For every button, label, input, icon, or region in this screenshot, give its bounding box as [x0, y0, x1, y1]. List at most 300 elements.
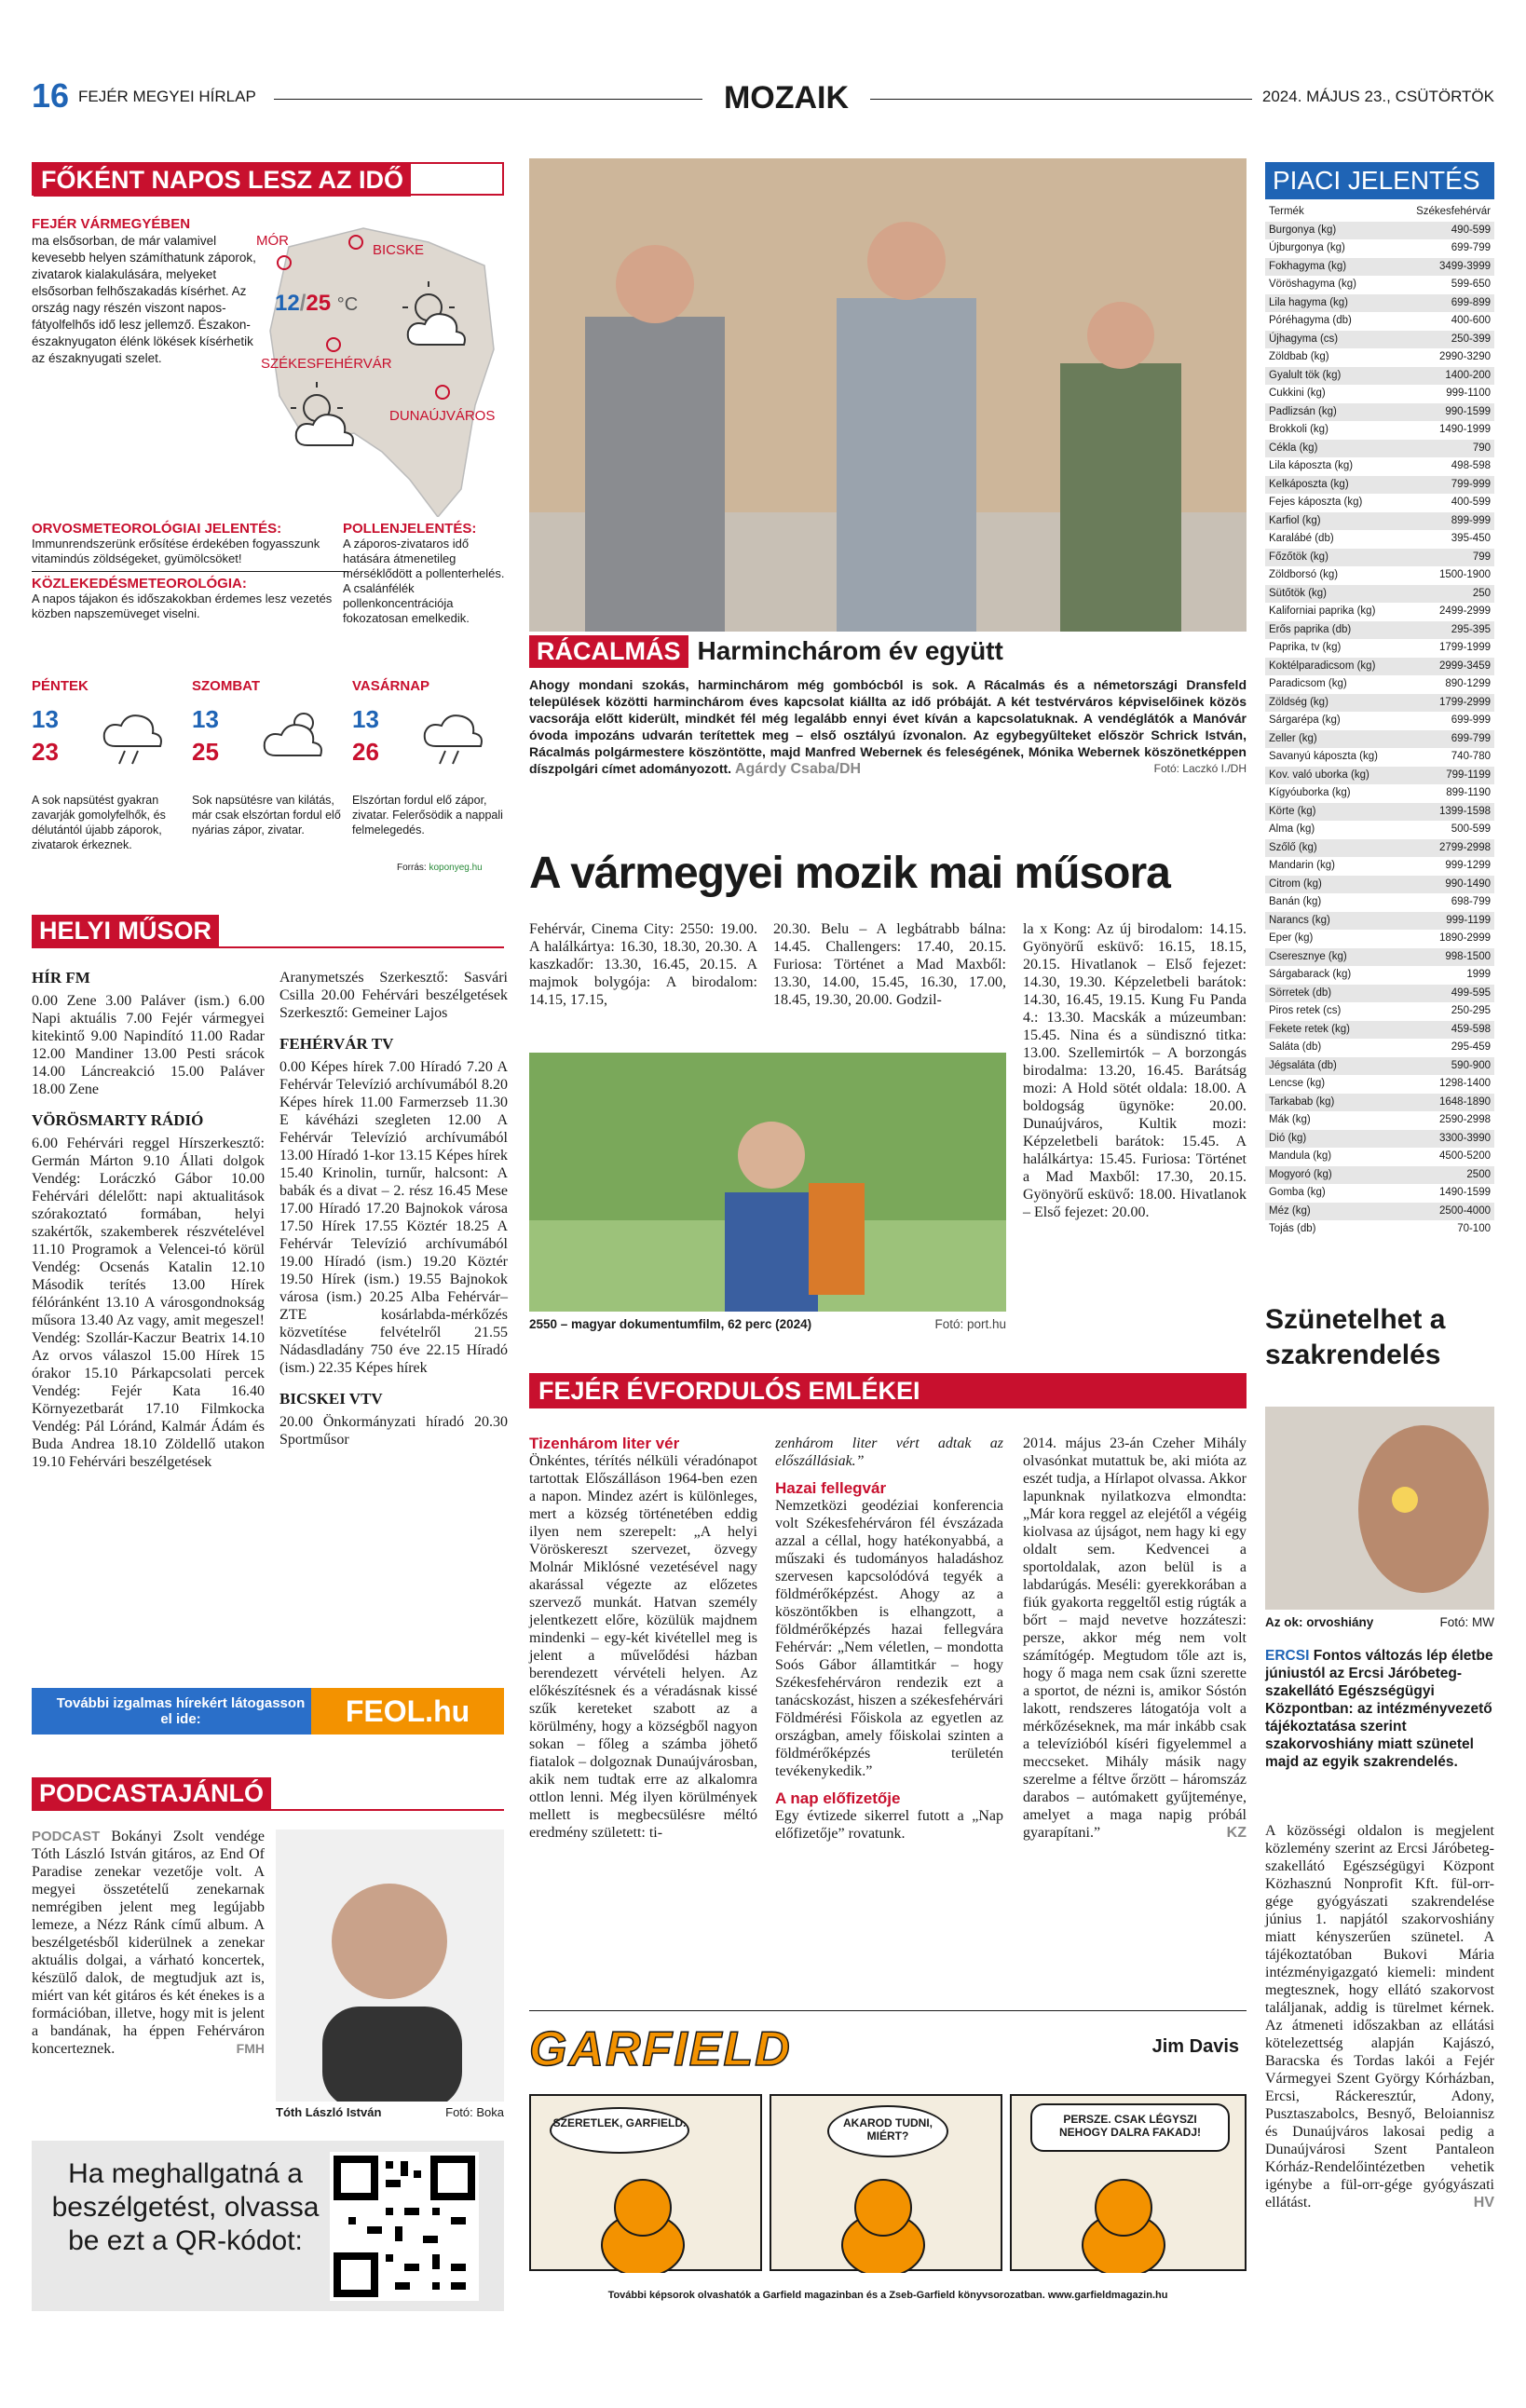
evfordulo-col2-text: Nemzetközi geodéziai konferencia volt Székesfehérváron fél évszázada azzal a céllal, hogy hatékonyabbá, a műszaki és tudományos haladáshoz szervesen kapcsolódóvá tegyék a földmérőképzést. Ahogy az a köszöntőkben is elhangzott, a földmérőképzés hazai fellegvára Fehérvár: „Nem véletlen, – mondotta Soós Gábor államtitkár – hogy Székesfehérváron rendezik ezt a tanácskozást, hiszen a székesfehérvári Földmérési Főiskola az egyetlen az országban, amely főiskolai szinten a földmérőképzés területén tevékenykedik.” [775, 1498, 1003, 1779]
piaci-product: Tarkabab (kg) [1269, 1095, 1335, 1108]
piaci-row [1265, 367, 1494, 386]
map-city-dunaujvaros: DUNAÚJVÁROS [389, 408, 496, 424]
mozi-caption-text: 2550 – magyar dokumentumfilm, 62 perc (2024) [529, 1317, 812, 1331]
helyi-col2-top: Aranymetszés Szerkesztő: Sasvári Csilla 20.00 Fehérvári beszélgetések Szerkesztő: Gemeiner Lajos [279, 970, 508, 1021]
piaci-product: Karalábé (db) [1269, 533, 1334, 544]
piaci-product: Cékla (kg) [1269, 442, 1318, 454]
piaci-price: 2799-2998 [1439, 841, 1491, 853]
piaci-row [1265, 1148, 1494, 1166]
piaci-row [1265, 784, 1494, 803]
piaci-product: Mandula (kg) [1269, 1150, 1332, 1162]
piaci-price: 3300-3990 [1439, 1132, 1491, 1144]
orvosmet [32, 522, 348, 621]
piaci-price: 599-650 [1451, 279, 1491, 290]
piaci-row [1265, 1021, 1494, 1040]
piaci-product: Körte (kg) [1269, 805, 1316, 817]
mozi-col2: 20.30. Belu – A legbátrabb bálna: 14.45. Challengers: 17.40, 20.15. Furiosa: Történet a Mad Maxből: 13.30, 14.00, 15.45, 16.30, 17.00, 18.45, 19.30, 20.00. Godzil- [773, 921, 1006, 1008]
szunetel-caption-text: Az ok: orvoshiány [1265, 1615, 1374, 1629]
mozi-col1: Fehérvár, Cinema City: 2550: 19.00. A halálkártya: 16.30, 18.30, 20.30. A kaszkadőr: 13.30, 16.45, 20.15. A majmok bolygója: A birodalom: 14.15, 17.15, [529, 921, 757, 1008]
evfordulo-col2-top: zenhárom liter vért adtak az előszállásiak.” [775, 1435, 1003, 1469]
evfordulo-col2 [775, 1435, 1003, 1843]
piaci-product: Gyalult tök (kg) [1269, 369, 1342, 381]
map-temps: 12/25 °C [275, 291, 359, 316]
forecast-max: 26 [352, 738, 379, 766]
piaci-price: 498-598 [1451, 460, 1491, 471]
piaci-price: 699-899 [1451, 296, 1491, 308]
piaci-title: PIACI JELENTÉS [1273, 166, 1480, 195]
piaci-row [1265, 893, 1494, 912]
szunetel-photo [1265, 1407, 1494, 1610]
feol-banner[interactable] [32, 1688, 504, 1735]
piaci-product: Sárgarépa (kg) [1269, 714, 1341, 726]
storm-cloud-icon [417, 704, 501, 769]
forecast-day-name: SZOMBAT [192, 678, 261, 694]
piaci-row [1265, 222, 1494, 240]
piaci-row [1265, 1111, 1494, 1130]
racalmas-body: Ahogy mondani szokás, harminchárom még gombócból is sok. A Rácalmás és a németországi Dransfeld települések közötti harminchárom éves kapcsolat kiállta az idő próbáját. A két testvérváros képviselőinek közös vacsorája előtt kiderült, mindkét fél még legalább ennyi évet kíván a kapcsolatuknak. A vendéglátók a Manóvár óvoda impozáns udvarán terítettek meg – első osztályú ízvonalon. Az egybegyűlteket először Schrick István, Rácalmás polgármestere köszöntötte, majd Manfred Webernek és feleségének, Mónika Webernek köszönetképpen díszpolgári címet adományozott. [529, 677, 1247, 776]
piaci-product: Mandarin (kg) [1269, 860, 1335, 871]
evfordulo-sub3: A nap előfizetője [775, 1789, 901, 1807]
forecast-min: 13 [32, 705, 59, 733]
piaci-price: 295-459 [1451, 1041, 1491, 1053]
weather-title: FŐKÉNT NAPOS LESZ AZ IDŐ [34, 164, 411, 197]
piaci-row [1265, 403, 1494, 422]
piaci-price: 999-1299 [1445, 860, 1491, 871]
piaci-price: 1298-1400 [1439, 1078, 1491, 1089]
szunetel-lead [1265, 1647, 1494, 1771]
podcast-sign: FMH [236, 2041, 265, 2056]
piaci-product: Padlizsán (kg) [1269, 405, 1337, 417]
podcast-text [32, 1828, 265, 2058]
piaci-row [1265, 821, 1494, 839]
piaci-row [1265, 1220, 1494, 1239]
piaci-row [1265, 1203, 1494, 1221]
piaci-row [1265, 530, 1494, 549]
piaci-price: 990-1490 [1445, 877, 1491, 890]
bicskei-title: BICSKEI VTV [279, 1390, 383, 1408]
forecast-max: 25 [192, 738, 219, 766]
piaci-product: Zöldborsó (kg) [1269, 569, 1339, 580]
piaci-product: Lencse (kg) [1269, 1078, 1326, 1089]
piaci-product: Koktélparadicsom (kg) [1269, 660, 1376, 672]
piaci-product: Saláta (db) [1269, 1041, 1322, 1053]
piaci-price: 2999-3459 [1439, 660, 1491, 672]
forecast-text: Elszórtan fordul elő zápor, zivatar. Felerősödik a nappali felmelegedés. [352, 794, 503, 837]
piaci-row [1265, 1039, 1494, 1057]
evfordulo-title: FEJÉR ÉVFORDULÓS EMLÉKEI [538, 1377, 920, 1405]
piaci-price: 999-1199 [1446, 914, 1491, 926]
garfield-bubble-2: AKAROD TUDNI, MIÉRT? [827, 2105, 948, 2157]
orvosmet-title: ORVOSMETEOROLÓGIAI JELENTÉS: [32, 521, 282, 537]
piaci-price: 1799-2999 [1439, 696, 1491, 708]
piaci-price: 2500 [1466, 1168, 1491, 1180]
piaci-price: 2990-3290 [1439, 351, 1491, 362]
podcast-photo [276, 1830, 504, 2102]
piaci-price: 2590-2998 [1439, 1114, 1491, 1125]
piaci-product: Mogyoró (kg) [1269, 1168, 1332, 1180]
piaci-price: 999-1100 [1446, 388, 1491, 399]
piaci-price: 1500-1900 [1439, 569, 1491, 580]
weather-box [32, 162, 504, 196]
map-temp-max: 25 [306, 291, 332, 316]
szunetel-lead-text: Fontos változás lép életbe júniustól az Ercsi Járóbeteg-szakellátó Egészségügyi Központban: az intézményvezető tájékoztatása szerint szakorvoshiány miatt szünetel majd az egyik szakrendelés. [1265, 1648, 1493, 1770]
racalmas-author: Agárdy Csaba/DH [734, 761, 862, 777]
piaci-row [1265, 566, 1494, 585]
piaci-price: 799-999 [1451, 478, 1491, 490]
forecast-min: 13 [192, 705, 219, 733]
piaci-price: 500-599 [1451, 823, 1491, 835]
piaci-row [1265, 276, 1494, 294]
piaci-row [1265, 239, 1494, 258]
weather-source [397, 863, 483, 873]
piaci-price: 400-600 [1451, 315, 1491, 326]
szunetel-title: Szünetelhet a szakrendelés [1265, 1304, 1446, 1370]
piaci-row [1265, 476, 1494, 495]
sun-cloud-icon [257, 704, 341, 769]
forecast-min: 13 [352, 705, 379, 733]
piaci-product: Citrom (kg) [1269, 877, 1322, 890]
piaci-product: Zöldbab (kg) [1269, 351, 1329, 362]
piaci-price: 1648-1890 [1439, 1095, 1491, 1108]
evfordulo-col3-text: 2014. május 23-án Czeher Mihály olvasónkat mutattuk be, aki mióta az eszét tudja, a Hírlapot olvassa. Akkor lapunknak nyilatkozva elmondta: „Már kora reggel az elejétől a végéig kiolvasa az újságot, nem hagy ki egy oldalt sem. Kedvencei a sportoldalak, azon belül is a labdarúgás. Meséli: gyerekkorában a fiúk gyakorta reggeltől estig rúgták a bőrt – majd nevetve hozzáteszi: persze, akkor még nem volt számítógép. Megtudom tőle azt is, hogy ő maga nem csak űzni szerette a sportot, de nézni is, amikor Sóstón lakott, rendszeres látogatója volt a mérkőzéseknek, ma már inkább csak a televízióból kíséri figyelemmel a meccseket. Mihály másik nagy szerelme a féltve őrzött – háromszáz darabos – autómakett gyűjteménye, amelyet a maga napig próbál gyarapítani.” [1023, 1435, 1247, 1841]
evfordulo-col1-text: Önkéntes, térítés nélküli véradónapot tartottak Előszálláson 1964-ben ezen a napon. Mindez azért is különleges, mert a község történetében eddig ilyen nem szerepelt: „A helyi Vöröskereszt szervezet, özvegy Molnár Miklósné vezetésével nagy akarással végezte az előzetes szervező munkát. Hatvan személy jelentkezett előre, közülük majdnem mindenki – egy-két kivétellel meg is jelent a művelődési házban berendezett vérvételi helyen. Az előkészítésnek és a véradásnak kissé szűk kereteket szabott az a körülmény, hogy a községből nagyon sokan – főleg a számba jöhető fiatalok – dolgoznak Dunaújvárosban, akik nem tudtak erre az alkalomra ottlon lenni. Még ilyen körülmények mellett is megbecsülésre méltó eredmény született: ti- [529, 1453, 757, 1841]
garfield-cat-icon [1068, 2170, 1179, 2273]
garfield-bubble-3: PERSZE. CSAK LÉGYSZI NEHOGY DALRA FAKADJ! [1030, 2103, 1230, 2152]
garfield-author: Jim Davis [1151, 2036, 1239, 2057]
szunetel-lead-tag: ERCSI [1265, 1648, 1310, 1664]
piaci-product: Paprika, tv (kg) [1269, 642, 1342, 653]
piaci-price: 3499-3999 [1439, 260, 1491, 272]
piaci-row [1265, 803, 1494, 822]
piaci-row [1265, 730, 1494, 749]
piaci-product: Gomba (kg) [1269, 1187, 1326, 1198]
garfield-bubble-1: SZERETLEK, GARFIELD. [550, 2107, 689, 2154]
szunetel-body [1265, 1822, 1494, 2211]
piaci-price: 799 [1472, 551, 1491, 563]
garfield-cat-icon [827, 2170, 939, 2273]
piaci-product: Vöröshagyma (kg) [1269, 279, 1356, 290]
piaci-price: 499-595 [1451, 986, 1491, 999]
podcast-title: PODCASTAJÁNLÓ [32, 1777, 271, 1810]
piaci-price: 899-1190 [1446, 787, 1491, 798]
page-number: 16 [32, 76, 70, 115]
piaci-product: Cukkini (kg) [1269, 388, 1326, 399]
piaci-product: Karfiol (kg) [1269, 514, 1321, 526]
feol-text: További izgalmas hírekért látogasson el ide: [56, 1695, 306, 1727]
piaci-price: 998-1500 [1445, 950, 1491, 962]
fehervartv-text: 0.00 Képes hírek 7.00 Híradó 7.20 A Fehérvár Televízió archívumából 8.20 Képes hírek 11.00 Farmerzseb 11.30 E kávéházi szegleten 12.00 A Fehérvár Televízió archívumából 13.00 Híradó 1-kor 13.15 Képes hírek 15.40 Krinolin, turnűr, halcsont: A babák és a divat – 2. rész 16.45 Mese 17.00 Híradó 17.20 Bajnokok városa 17.50 Hírek 17.55 Köztér 18.25 A Fehérvár Televízió archívumából 19.00 Híradó (ism.) 19.20 Köztér 19.50 Hírek (ism.) 19.55 Bajnokok városa (ism.) 20.25 Alba Fehérvár–ZTE kosárlabda-mérkőzés közvetítése felvételről 21.55 Nádasdladány 750 éve 22.15 Híradó (ism.) 22.35 Képes hírek [279, 1059, 508, 1376]
map-temp-unit: °C [336, 294, 359, 315]
piaci-price: 2499-2999 [1439, 605, 1491, 617]
piaci-price: 740-780 [1451, 751, 1491, 762]
piaci-row [1265, 421, 1494, 440]
racalmas-text [529, 676, 1247, 778]
garfield-strip [529, 2020, 1247, 2280]
piaci-price: 699-999 [1451, 714, 1491, 726]
piaci-price: 699-799 [1451, 242, 1491, 253]
pollen-text: A záporos-zivataros idő hatására átmenetileg mérséklődött a pollenterhelés. A csalánfélék pollenkoncentrációja fokozatosan emelkedik. [343, 537, 505, 625]
piaci-row [1265, 585, 1494, 604]
piaci-product: Lila hagyma (kg) [1269, 296, 1349, 308]
vorosmarty-title: VÖRÖSMARTY RÁDIÓ [32, 1111, 204, 1129]
piaci-product: Fekete retek (kg) [1269, 1023, 1350, 1035]
piaci-row [1265, 1002, 1494, 1021]
mozi-photo [529, 1053, 1006, 1312]
piaci-col-place: Székesfehérvár [1416, 206, 1491, 217]
garfield-footer: További képsorok olvashatók a Garfield magazinban és a Zseb-Garfield könyvsorozatban. www.garfieldmagazin.hu [607, 2290, 1168, 2301]
evfordulo-col3 [1023, 1435, 1247, 1842]
source-name: koponyeg.hu [429, 863, 483, 873]
piaci-row [1265, 912, 1494, 931]
podcast-header [32, 1777, 504, 1811]
pollen [343, 522, 506, 626]
piaci-price: 799-1199 [1446, 769, 1491, 781]
bicskei-text: 20.00 Önkormányzati híradó 20.30 Sportműsor [279, 1414, 508, 1448]
podcast-lead: PODCAST [32, 1829, 101, 1844]
mozi-title: A vármegyei mozik mai műsora [529, 849, 1170, 898]
piaci-row [1265, 748, 1494, 767]
szunetel-body-text: A közösségi oldalon is megjelent közlemény szerint az Ercsi Járóbeteg-szakellátó Egészségügyi Központ Közhasznú Nonprofit Kft. fül-orr-gége gyógyászati szakrendelése június 1. napjától szakorvoshiány miatt kényszerűen szünetel. A tájékoztatóban Bukovi Mária intézményigazgató kiemeli: mindent megtesznek, hogy ellátó szakorvost találjanak, addig is türelmet kérnek. Az átmeneti időszakban az ellátási kötelezettség alapján Kajászó, Baracska és Tordas lakói a Fejér Vármegyei Szent György Kórházban, Ercsi, Ráckeresztúr, Adony, Pusztaszabolcs, Besnyő, Beloiannisz és Dunaújváros lakosai pedig a Dunaújvárosi Szent Pantaleon Kórház-Rendelőintézetben vehetik igénybe a fül-orr-gége gyógyászati ellátást. [1265, 1823, 1494, 2211]
piaci-price: 400-599 [1451, 497, 1491, 508]
garfield-panel-3 [1010, 2094, 1247, 2271]
piaci-row [1265, 876, 1494, 894]
piaci-product: Főzőtök (kg) [1269, 551, 1328, 563]
racalmas-photo-credit: Fotó: Laczkó I./DH [1153, 762, 1247, 775]
piaci-price: 1890-2999 [1439, 932, 1491, 944]
hirfm-title: HÍR FM [32, 969, 90, 986]
piaci-product: Tojás (db) [1269, 1223, 1316, 1234]
piaci-product: Zeller (kg) [1269, 732, 1317, 744]
piaci-price: 698-799 [1451, 896, 1491, 907]
piaci-row [1265, 385, 1494, 403]
piaci-table [1265, 203, 1494, 1239]
piaci-row [1265, 1166, 1494, 1185]
piaci-price: 1399-1598 [1439, 805, 1491, 817]
piaci-price: 899-999 [1451, 514, 1491, 526]
evfordulo-col1 [529, 1435, 757, 1842]
piaci-price: 4500-5200 [1439, 1150, 1491, 1162]
piaci-row [1265, 457, 1494, 476]
piaci-row [1265, 767, 1494, 785]
forecast-text: A sok napsütést gyakran zavarják gomolyfelhők, és délutántól újabb záporok, zivatarok érkeznek. [32, 794, 166, 851]
piaci-price: 490-599 [1451, 224, 1491, 236]
piaci-row [1265, 348, 1494, 367]
piaci-price: 590-900 [1451, 1059, 1491, 1071]
piaci-product: Savanyú káposzta (kg) [1269, 751, 1378, 762]
racalmas-tag: RÁCALMÁS [529, 635, 688, 668]
piaci-row [1265, 621, 1494, 640]
piaci-row [1265, 1057, 1494, 1076]
garfield-panel-2 [770, 2094, 1002, 2271]
source-label: Forrás: [397, 863, 427, 873]
caption-photo: Fotó: Boka [445, 2105, 504, 2119]
piaci-price: 890-1299 [1445, 678, 1491, 689]
piaci-row [1265, 675, 1494, 694]
piaci-row [1265, 930, 1494, 948]
piaci-price: 295-395 [1451, 623, 1491, 635]
piaci-product: Szőlő (kg) [1269, 841, 1317, 853]
piaci-row [1265, 658, 1494, 676]
piaci-head-row [1265, 203, 1494, 222]
mozi-col3: la x Kong: Az új birodalom: 14.15. Gyönyörű esküvő: 16.15, 18.15, 20.15. Hivatlanok – Első fejezet: 14.30, 19.30. Képzeletbeli barátok: 14.30, 16.45, 19.15. Kung Fu Panda 4.: 13.30. Macskák a múzeumban: 15.45. Nina és a sündisznó titka: 13.00. Szellemirtók – A borzongás birodalma: 13.20, 16.45. Barátság mozi: A Hold sötét oldala: 18.00. A boldogság ügynöke: 20.00. Dunaújváros, Kultik mozi: Képzeletbeli barátok: 15.45. A halálkártya: 15.45. Furiosa: Történet a Mad Maxből: 17.30, 20.15. Gyönyörű esküvő: 18.00. Hivatlanok – Első fejezet: 20.00. [1023, 921, 1247, 1220]
piaci-price: 790 [1472, 442, 1491, 454]
piaci-row [1265, 1094, 1494, 1112]
map-city-bicske: BICSKE [373, 242, 425, 258]
piaci-col-product: Termék [1269, 206, 1304, 217]
map-city-mor: MÓR [256, 233, 289, 249]
piaci-product: Sárgabarack (kg) [1269, 969, 1352, 980]
feol-logo[interactable]: FEOL.hu [311, 1688, 504, 1735]
helyi-col2 [279, 969, 508, 1449]
portrait-image [276, 1830, 504, 2102]
piaci-row [1265, 312, 1494, 331]
piaci-product: Mák (kg) [1269, 1114, 1311, 1125]
piaci-product: Zöldség (kg) [1269, 696, 1328, 708]
piaci-price: 459-598 [1451, 1023, 1491, 1035]
paper-name: FEJÉR MEGYEI HÍRLAP [78, 88, 256, 105]
piaci-row [1265, 857, 1494, 876]
evfordulo-sub2: Hazai fellegvár [775, 1479, 887, 1497]
piaci-row [1265, 1184, 1494, 1203]
weather-region-text: ma elsősorban, de már valamivel kevesebb helyen számíthatunk záporok, zivatarok kialakulására, melyeket elsősorban felhőszakadás kísérhet. Az ország nagy részén viszont napos-fátyolfelhős idő lesz jellemző. Északon-északnyugaton élénk lökések kísérhetik az északnyugati szelet. [32, 234, 256, 365]
piaci-row [1265, 985, 1494, 1003]
piaci-product: Narancs (kg) [1269, 914, 1330, 926]
racalmas-title: Harminchárom év együtt [697, 636, 1003, 665]
piaci-product: Újburgonya (kg) [1269, 242, 1345, 253]
evfordulo-sign: KZ [1226, 1825, 1247, 1841]
evfordulo-bar [529, 1373, 1247, 1408]
piaci-row [1265, 294, 1494, 313]
kozlekedes-title: KÖZLEKEDÉSMETEOROLÓGIA: [32, 576, 247, 592]
piaci-product: Fejes káposzta (kg) [1269, 497, 1363, 508]
piaci-price: 250-295 [1451, 1005, 1491, 1016]
piaci-row [1265, 966, 1494, 985]
piaci-price: 699-799 [1451, 732, 1491, 744]
garfield-title: GARFIELD [529, 2022, 792, 2076]
qr-box [32, 2141, 504, 2311]
forecast-day-name: VASÁRNAP [352, 678, 430, 694]
piaci-price: 2500-4000 [1439, 1204, 1491, 1217]
piaci-product: Lila káposzta (kg) [1269, 460, 1354, 471]
helyi-title: HELYI MŰSOR [32, 915, 219, 947]
podcast-body: Bokányi Zsolt vendége Tóth László István gitáros, az End Of Paradise zenekar vezetője volt. A megyei összetételű zenekarnak nemrégiben jelent meg legújabb lemeze, a Nézz Ránk című album. A beszélgetésből kiderülnek a zenekar aktuális dolgai, a várható koncertek, készülő dalok, de megtudjuk azt is, miért van két gitáros és két énekes is a formációban, illetve, hogy mit is jelent a bandának, ha éppen Fehérváron koncerteznek. [32, 1829, 265, 2057]
piaci-product: Dió (kg) [1269, 1132, 1307, 1144]
szunetel-caption [1265, 1615, 1494, 1629]
kozlekedes-text: A napos tájakon és időszakokban érdemes lesz vezetés közben napszemüveget viselni. [32, 592, 333, 620]
piaci-price: 1490-1999 [1439, 424, 1491, 435]
garfield-panel-1 [529, 2094, 762, 2271]
forecast-text: Sok napsütésre van kilátás, már csak elszórtan fordul elő nyárias zápor, zivatar. [192, 794, 341, 837]
garfield-cat-icon [587, 2170, 699, 2273]
piaci-product: Erős paprika (db) [1269, 623, 1352, 635]
sun-cloud-icon [391, 279, 494, 354]
piaci-price: 70-100 [1457, 1223, 1491, 1234]
weather-region [32, 216, 265, 367]
piaci-price: 395-450 [1451, 533, 1491, 544]
piaci-row [1265, 948, 1494, 967]
piaci-price: 990-1599 [1445, 405, 1491, 417]
piaci-product: Méz (kg) [1269, 1204, 1311, 1217]
piaci-row [1265, 839, 1494, 858]
piaci-row [1265, 494, 1494, 512]
piaci-product: Burgonya (kg) [1269, 224, 1337, 236]
section-title: MOZAIK [723, 80, 850, 116]
page-header [32, 76, 1494, 114]
piaci-price: 250-399 [1451, 333, 1491, 345]
piaci-product: Póréhagyma (db) [1269, 315, 1352, 326]
piaci-product: Eper (kg) [1269, 932, 1314, 944]
piaci-row [1265, 549, 1494, 567]
piaci-row [1265, 694, 1494, 713]
piaci-row [1265, 331, 1494, 349]
podcast-caption [276, 2105, 504, 2119]
piaci-product: Kelkáposzta (kg) [1269, 478, 1349, 490]
racalmas-title-bar [529, 635, 1247, 669]
piaci-product: Sütőtök (kg) [1269, 587, 1327, 599]
piaci-row [1265, 1075, 1494, 1094]
piaci-product: Fokhagyma (kg) [1269, 260, 1347, 272]
piaci-price: 1490-1599 [1439, 1187, 1491, 1198]
piaci-product: Kov. való uborka (kg) [1269, 769, 1369, 781]
weather-region-label: FEJÉR VÁRMEGYÉBEN [32, 216, 191, 232]
piaci-product: Sörretek (db) [1269, 986, 1332, 999]
szunetel-photo-credit: Fotó: MW [1439, 1615, 1494, 1629]
mozi-photo-credit: Fotó: port.hu [934, 1317, 1006, 1331]
sun-cloud-icon [279, 380, 382, 455]
storm-cloud-icon [97, 704, 181, 769]
fehervartv-title: FEHÉRVÁR TV [279, 1035, 394, 1053]
piaci-price: 1799-1999 [1439, 642, 1491, 653]
orvosmet-text: Immunrendszerünk erősítése érdekében fogyasszunk vitamindús zöldségeket, gyümölcsöket! [32, 537, 320, 565]
szunetel-sign: HV [1473, 2195, 1494, 2211]
pollen-title: POLLENJELENTÉS: [343, 521, 477, 537]
evfordulo-sub1: Tizenhárom liter vér [529, 1435, 680, 1452]
piaci-row [1265, 712, 1494, 730]
piaci-product: Cseresznye (kg) [1269, 950, 1347, 962]
hirfm-text: 0.00 Zene 3.00 Paláver (ism.) 6.00 Napi aktuális 7.00 Fejér vármegyei kitekintő 9.00 Napindító 11.00 Radar 12.00 Mandiner 13.00 Pesti srácok 14.00 Láncreakció 15.00 Paláver 18.00 Zene [32, 993, 265, 1097]
piaci-price: 250 [1472, 587, 1491, 599]
racalmas-photo [529, 158, 1247, 632]
mozi-caption [529, 1317, 1006, 1331]
piaci-product: Alma (kg) [1269, 823, 1315, 835]
piaci-header [1265, 162, 1494, 199]
map-city-szfv: SZÉKESFEHÉRVÁR [261, 356, 392, 372]
qr-text: Ha meghallgatná a beszélgetést, olvassa be ezt a QR-kódot: [51, 2158, 320, 2256]
piaci-product: Brokkoli (kg) [1269, 424, 1328, 435]
date: 2024. MÁJUS 23., CSÜTÖRTÖK [1261, 88, 1494, 105]
piaci-product: Jégsaláta (db) [1269, 1059, 1337, 1071]
vorosmarty-text: 6.00 Fehérvári reggel Hírszerkesztő: Germán Márton 9.10 Állati dolgok Vendég: Loráczkó Gábor 10.00 Fehérvári délelőtt: napi aktualitások szórakoztató formában, helyi szakértők, szakemberek részvételével 11.10 Programok a Velencei-tó körül Vendég: Ocsenás Katalin 12.10 Második terítés 13.00 Hírek félóránként 13.10 A városgondnokság műsora 13.40 Az vagy, amit megeszel! Vendég: Szollár-Kaczur Beatrix 14.10 Az orvos válaszol 15.00 Hírek 15 órakor 15.10 Párkapcsolati percek Vendég: Fejér Kata 16.40 Környezetbarát 17.10 Filmkocka Vendég: Pál Lóránd, Kalmár Ádám és Buda Andrea 18.10 Zöldellő utakon 19.10 Fehérvári beszélgetések [32, 1136, 265, 1470]
piaci-row [1265, 440, 1494, 458]
piaci-price: 1400-200 [1445, 369, 1491, 381]
qr-code-icon[interactable] [330, 2152, 479, 2301]
map-temp-min: 12 [275, 291, 300, 316]
caption-name: Tóth László István [276, 2105, 382, 2119]
piaci-price: 1999 [1466, 969, 1491, 980]
forecast [32, 678, 507, 874]
piaci-row [1265, 603, 1494, 621]
piaci-row [1265, 639, 1494, 658]
piaci-product: Banán (kg) [1269, 896, 1322, 907]
piaci-product: Kígyóuborka (kg) [1269, 787, 1351, 798]
helyi-header [32, 915, 504, 948]
forecast-day-name: PÉNTEK [32, 678, 89, 694]
piaci-product: Újhagyma (cs) [1269, 333, 1339, 345]
evfordulo-col2-end: Egy évtizede sikerrel futott a „Nap előfizetője” rovatunk. [775, 1808, 1003, 1842]
piaci-product: Kaliforniai paprika (kg) [1269, 605, 1376, 617]
piaci-row [1265, 1130, 1494, 1149]
helyi-col1 [32, 969, 265, 1471]
